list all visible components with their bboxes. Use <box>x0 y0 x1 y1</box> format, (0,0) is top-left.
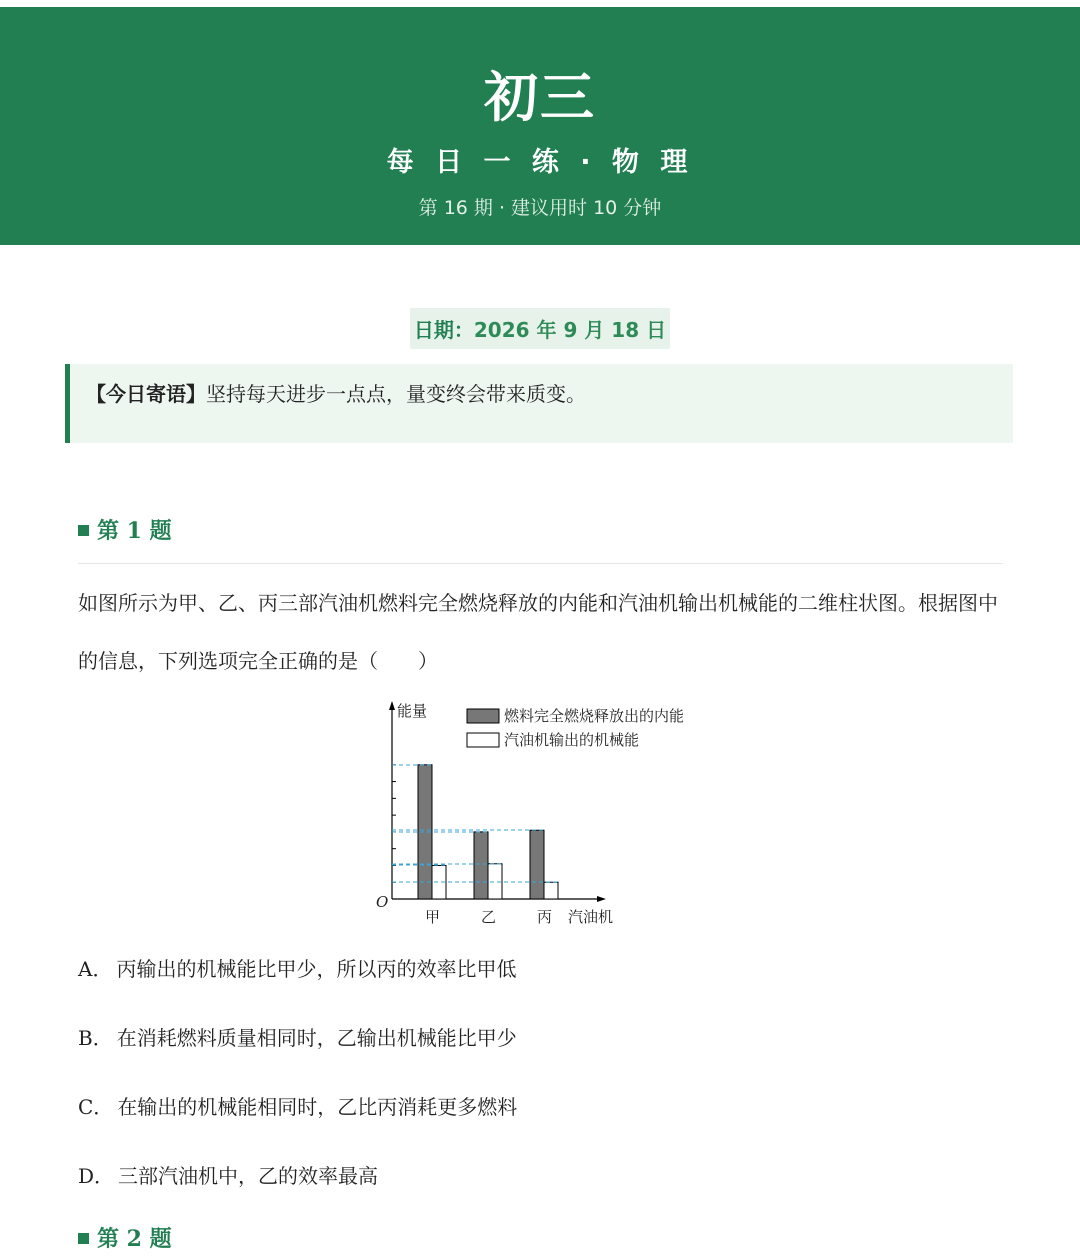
option-d[interactable] <box>78 1159 517 1228</box>
y-axis-label: 能量 <box>397 702 428 720</box>
option-a[interactable] <box>78 952 517 1021</box>
energy-bar-chart <box>370 695 710 930</box>
option-d-letter: D． <box>78 1164 115 1188</box>
option-b[interactable] <box>78 1021 517 1090</box>
bar-mechanical-energy <box>544 882 558 899</box>
bar-mechanical-energy <box>488 864 502 899</box>
square-bullet-icon <box>78 1233 89 1244</box>
question-2-title-text: 第 2 题 <box>97 1226 172 1252</box>
option-d-text: 三部汽油机中，乙的效率最高 <box>118 1164 379 1188</box>
bar-internal-energy <box>530 830 544 899</box>
square-bullet-icon <box>78 525 89 536</box>
motto-text: 坚持每天进步一点点，量变终会带来质变。 <box>206 382 586 406</box>
x-tick-label: 丙 <box>537 908 553 926</box>
page-title: 初三 <box>484 66 596 129</box>
question-1-options <box>78 952 517 1228</box>
legend-swatch <box>467 733 499 747</box>
page-subtitle: 每 日 一 练 · 物 理 <box>386 147 694 178</box>
x-axis-label: 汽油机 <box>568 908 614 926</box>
option-c-letter: C． <box>78 1095 114 1119</box>
option-b-text: 在消耗燃料质量相同时，乙输出机械能比甲少 <box>116 1026 517 1050</box>
question-1-stem: 如图所示为甲、乙、丙三部汽油机燃料完全燃烧释放的内能和汽油机输出机械能的二维柱状图。根据图中的信息，下列选项完全正确的是（ ） <box>78 591 998 673</box>
date-row <box>0 308 1080 349</box>
issue-info: 第 16 期 · 建议用时 10 分钟 <box>418 197 662 219</box>
page-header <box>0 7 1080 245</box>
motto-label: 【今日寄语】 <box>86 382 206 406</box>
bar-internal-energy <box>474 832 488 899</box>
date-label: 日期： <box>413 318 474 342</box>
date-badge <box>410 308 670 349</box>
question-1-title-text: 第 1 题 <box>97 518 172 544</box>
motto-box <box>65 364 1013 443</box>
option-a-letter: A． <box>78 957 113 981</box>
legend-label: 汽油机输出的机械能 <box>504 731 640 749</box>
y-axis-arrow-icon <box>389 701 395 710</box>
divider <box>78 563 1003 564</box>
legend-swatch <box>467 709 499 723</box>
x-tick-label: 乙 <box>481 908 497 926</box>
option-a-text: 丙输出的机械能比甲少，所以丙的效率比甲低 <box>116 957 517 981</box>
origin-label: O <box>376 893 389 911</box>
option-c-text: 在输出的机械能相同时，乙比丙消耗更多燃料 <box>117 1095 518 1119</box>
date-value: 2026 年 9 月 18 日 <box>473 318 667 342</box>
x-axis-arrow-icon <box>597 896 606 902</box>
option-c[interactable] <box>78 1090 517 1159</box>
question-1-title <box>78 514 172 545</box>
x-tick-label: 甲 <box>425 908 441 926</box>
question-2-title <box>78 1222 172 1253</box>
option-b-letter: B． <box>78 1026 113 1050</box>
legend-label: 燃料完全燃烧释放出的内能 <box>504 707 685 725</box>
